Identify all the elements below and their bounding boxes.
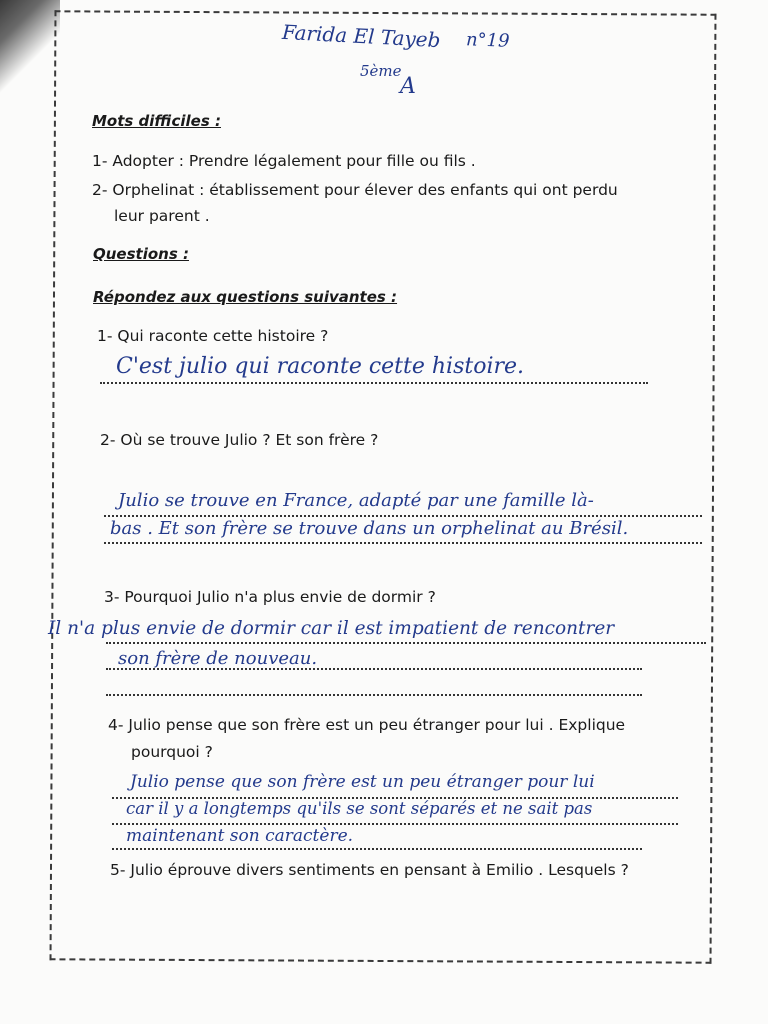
questions-title: Questions :: [93, 245, 189, 263]
answer-line: [104, 515, 702, 517]
question-3: 3- Pourquoi Julio n'a plus envie de dormir ?: [104, 588, 436, 606]
vocab-item-2-continued: leur parent .: [114, 207, 210, 225]
answer-4-line-3: maintenant son caractère.: [126, 826, 354, 846]
answer-3-line-2: son frère de nouveau.: [118, 648, 318, 669]
vocab-item-2: 2- Orphelinat : établissement pour élever des enfants qui ont perdu: [92, 181, 618, 199]
answer-2-line-2: bas . Et son frère se trouve dans un orphelinat au Brésil.: [110, 518, 629, 539]
question-5: 5- Julio éprouve divers sentiments en pensant à Emilio . Lesquels ?: [110, 861, 629, 879]
answer-line: [100, 382, 648, 384]
class-group: A: [400, 74, 416, 99]
question-4-line-2: pourquoi ?: [131, 743, 213, 761]
folded-corner-shadow: [0, 0, 60, 110]
student-number: n°19: [465, 29, 510, 52]
answer-1-line-1: C'est julio qui raconte cette histoire.: [116, 354, 525, 379]
answer-4-line-2: car il y a longtemps qu'ils se sont séparés et ne sait pas: [126, 799, 593, 818]
question-4-line-1: 4- Julio pense que son frère est un peu étranger pour lui . Explique: [108, 716, 626, 734]
answer-line: [112, 823, 678, 825]
questions-instruction: Répondez aux questions suivantes :: [93, 288, 398, 306]
answer-line: [106, 694, 642, 696]
question-2: 2- Où se trouve Julio ? Et son frère ?: [100, 431, 379, 449]
answer-4-line-1: Julio pense que son frère est un peu étranger pour lui: [130, 772, 595, 792]
vocab-title: Mots difficiles :: [92, 112, 221, 130]
vocab-item-1: 1- Adopter : Prendre légalement pour fille ou fils .: [92, 152, 476, 170]
class-level: 5ème: [360, 62, 402, 80]
answer-line: [106, 642, 706, 644]
answer-line: [112, 848, 642, 850]
question-1: 1- Qui raconte cette histoire ?: [97, 327, 329, 345]
answer-line: [104, 542, 702, 544]
answer-2-line-1: Julio se trouve en France, adapté par une famille là-: [118, 490, 594, 511]
student-name: Farida El Tayeb: [281, 19, 442, 53]
answer-3-line-1: Il n'a plus envie de dormir car il est impatient de rencontrer: [48, 618, 615, 639]
